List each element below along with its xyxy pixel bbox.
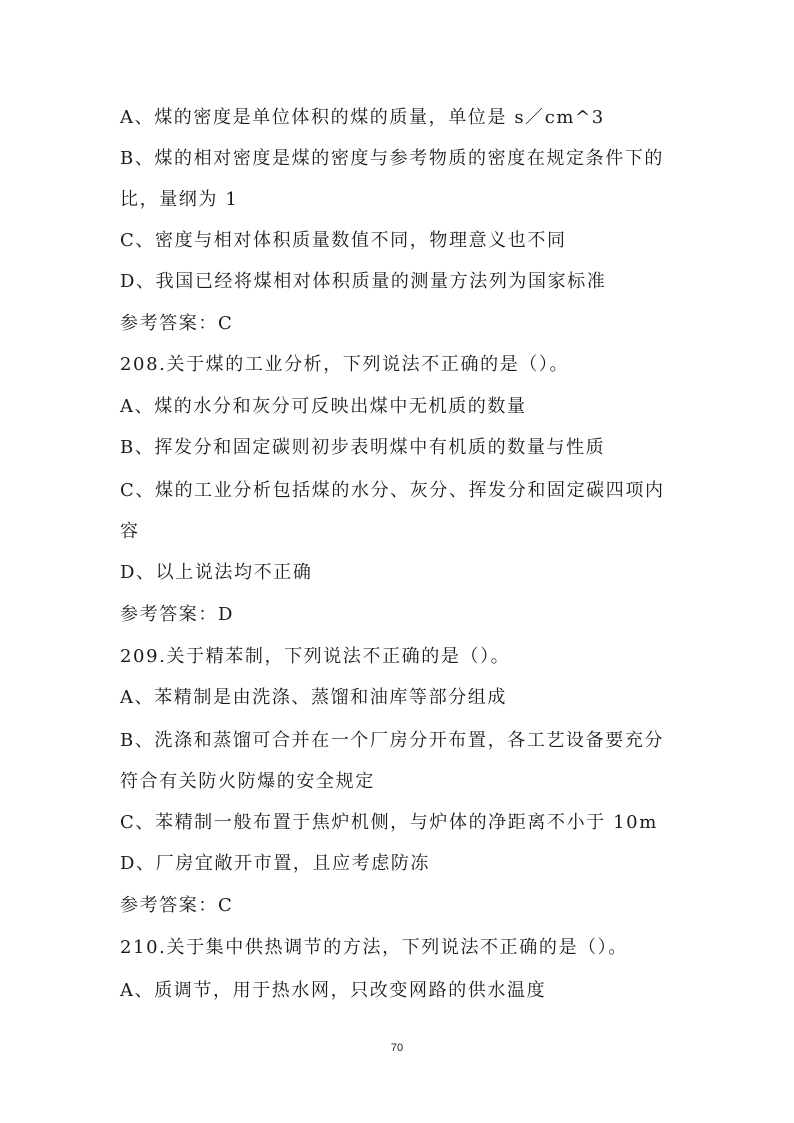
option-a-q210: A、质调节，用于热水网，只改变网路的供水温度 [120, 980, 547, 1001]
option-d-q209: D、厂房宜敞开市置，且应考虑防冻 [120, 853, 431, 874]
option-c-q208-continued: 容 [120, 521, 140, 542]
option-b-q207-continued: 比，量纲为 1 [120, 189, 239, 210]
option-c-q208: C、煤的工业分析包括煤的水分、灰分、挥发分和固定碳四项内 [120, 480, 665, 501]
option-b-q209: B、洗涤和蒸馏可合并在一个厂房分开布置，各工艺设备要充分 [120, 730, 665, 751]
option-b-q208: B、挥发分和固定碳则初步表明煤中有机质的数量与性质 [120, 437, 606, 458]
question-208: 208.关于煤的工业分析，下列说法不正确的是（）。 [120, 354, 570, 375]
answer-q209: 参考答案：C [120, 895, 234, 916]
option-b-q209-continued: 符合有关防火防爆的安全规定 [120, 771, 375, 792]
option-a-q207: A、煤的密度是单位体积的煤的质量，单位是 s／cm^3 [120, 107, 605, 128]
option-c-q207: C、密度与相对体积质量数值不同，物理意义也不同 [120, 230, 567, 251]
answer-q207: 参考答案：C [120, 313, 234, 334]
option-b-q207: B、煤的相对密度是煤的密度与参考物质的密度在规定条件下的 [120, 148, 665, 169]
answer-q208: 参考答案：D [120, 604, 235, 625]
question-209: 209.关于精苯制，下列说法不正确的是（）。 [120, 646, 511, 667]
option-d-q207: D、我国已经将煤相对体积质量的测量方法列为国家标准 [120, 271, 607, 292]
question-210: 210.关于集中供热调节的方法，下列说法不正确的是（）。 [120, 937, 628, 958]
option-c-q209: C、苯精制一般布置于焦炉机侧，与炉体的净距离不小于 10m [120, 812, 658, 833]
page-number: 70 [390, 1042, 404, 1054]
option-a-q208: A、煤的水分和灰分可反映出煤中无机质的数量 [120, 396, 527, 417]
option-d-q208: D、以上说法均不正确 [120, 562, 313, 583]
option-a-q209: A、苯精制是由洗涤、蒸馏和油库等部分组成 [120, 687, 507, 708]
